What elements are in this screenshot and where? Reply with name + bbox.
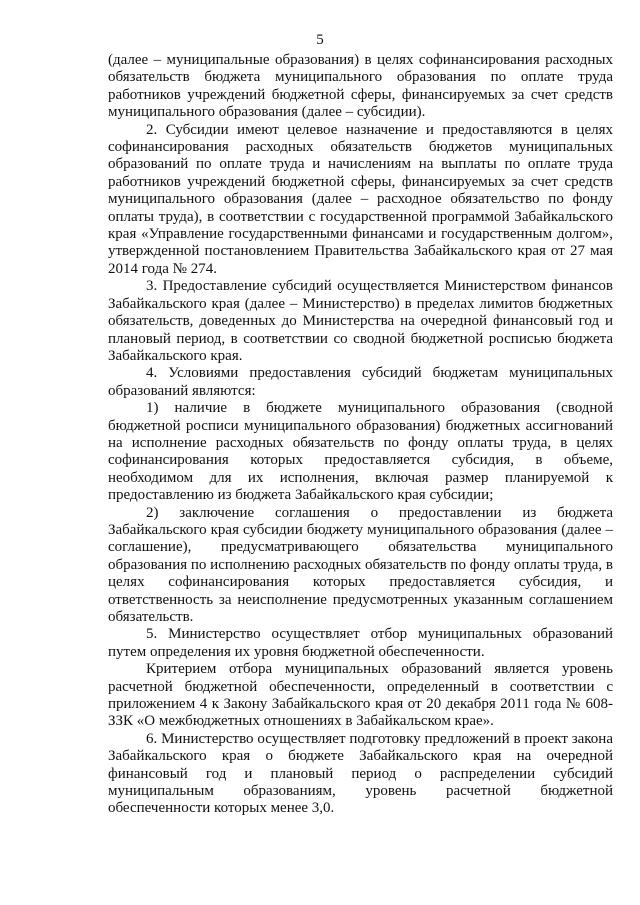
paragraph-6: 6. Министерство осуществляет подготовку предложений в проект закона Забайкальского края о бюджете Забайкальского края на очередной финансовый год и плановый период о распределении субсидий муниципальным образованиям, уровень расчетной бюджетной обеспеченности которых менее 3,0. — [108, 730, 613, 817]
paragraph-5: 5. Министерство осуществляет отбор муниципальных образований путем определения их уровня бюджетной обеспеченности. — [108, 626, 613, 660]
paragraph-5-criterion: Критерием отбора муниципальных образований является уровень расчетной бюджетной обеспеченности, определенный в соответствии с приложением 4 к Закону Забайкальского края от 20 декабря 2011 года № 608-ЗЗК «О межбюджетных отношениях в Забайкальском крае». — [108, 661, 613, 730]
page-number: 5 — [316, 32, 324, 48]
document-body — [108, 52, 613, 818]
paragraph-4-item-2: 2) заключение соглашения о предоставлении из бюджета Забайкальского края субсидии бюджету муниципального образования (далее – соглашение), предусматривающего обязательства муниципального образования по исполнению расходных обязательств по фонду оплаты труда, в целях софинансирования которых предоставляется субсидия, и ответственность за неисполнение предусмотренных указанным соглашением обязательств. — [108, 504, 613, 625]
paragraph-4-item-1: 1) наличие в бюджете муниципального образования (сводной бюджетной росписи муниципального образования) бюджетных ассигнований на исполнение расходных обязательств по фонду оплаты труда, в целях софинансирования которых предоставляется субсидия, в объеме, необходимом для их исполнения, включая размер планируемой к предоставлению из бюджета Забайкальского края субсидии; — [108, 400, 613, 504]
paragraph-2: 2. Субсидии имеют целевое назначение и предоставляются в целях софинансирования расходных обязательств бюджетов муниципальных образований по оплате труда и начислениям на выплаты по оплате труда работников учреждений бюджетной сферы, финансируемых за счет средств муниципального образования (далее – расходное обязательство по фонду оплаты труда), в соответствии с государственной программой Забайкальского края «Управление государственными финансами и государственным долгом», утвержденной постановлением Правительства Забайкальского края от 27 мая 2014 года № 274. — [108, 121, 613, 277]
paragraph-continuation: (далее – муниципальные образования) в целях софинансирования расходных обязательств бюджета муниципального образования по оплате труда работников учреждений бюджетной сферы, финансируемых за счет средств муниципального образования (далее – субсидии). — [108, 52, 613, 121]
paragraph-4: 4. Условиями предоставления субсидий бюджетам муниципальных образований являются: — [108, 365, 613, 399]
paragraph-3: 3. Предоставление субсидий осуществляется Министерством финансов Забайкальского края (далее – Министерство) в пределах лимитов бюджетных обязательств, доведенных до Министерства на очередной финансовый год и плановый период, в соответствии со сводной бюджетной росписью бюджета Забайкальского края. — [108, 278, 613, 364]
